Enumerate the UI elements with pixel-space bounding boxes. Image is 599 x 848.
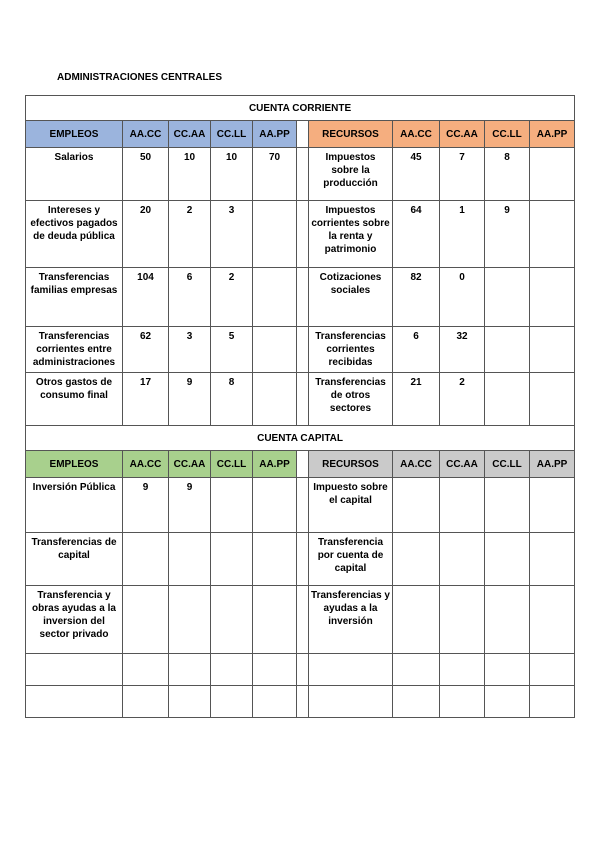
table-cell bbox=[530, 327, 575, 373]
column-gap bbox=[297, 533, 309, 586]
header-empleos: EMPLEOS bbox=[26, 121, 123, 148]
header-row-corriente bbox=[26, 121, 575, 148]
header-recursos: RECURSOS bbox=[309, 451, 393, 478]
recurso-label: Cotizaciones sociales bbox=[309, 268, 393, 327]
table-cell bbox=[253, 533, 297, 586]
column-gap bbox=[297, 654, 309, 686]
header-ccaa: CC.AA bbox=[169, 121, 211, 148]
table-cell bbox=[123, 654, 169, 686]
recurso-label bbox=[309, 654, 393, 686]
header-ccll: CC.LL bbox=[485, 121, 530, 148]
table-cell bbox=[530, 586, 575, 654]
table-cell bbox=[530, 268, 575, 327]
table-cell bbox=[530, 148, 575, 201]
header-aapp: AA.PP bbox=[253, 121, 297, 148]
table-cell bbox=[440, 686, 485, 718]
table-cell: 1 bbox=[440, 201, 485, 268]
table-cell: 45 bbox=[393, 148, 440, 201]
table-cell: 2 bbox=[169, 201, 211, 268]
recurso-label: Transferencias y ayudas a la inversión bbox=[309, 586, 393, 654]
table-cell: 10 bbox=[169, 148, 211, 201]
table-row bbox=[26, 148, 575, 201]
table-cell bbox=[253, 268, 297, 327]
column-gap bbox=[297, 373, 309, 426]
table-cell bbox=[530, 654, 575, 686]
table-cell bbox=[253, 686, 297, 718]
table-cell bbox=[485, 533, 530, 586]
empleo-label: Intereses y efectivos pagados de deuda pública bbox=[26, 201, 123, 268]
table-row bbox=[26, 654, 575, 686]
table-cell: 5 bbox=[211, 327, 253, 373]
empleo-label: Transferencias corrientes entre administraciones bbox=[26, 327, 123, 373]
table-cell bbox=[123, 533, 169, 586]
table-cell bbox=[123, 686, 169, 718]
table-cell bbox=[393, 654, 440, 686]
table-cell: 64 bbox=[393, 201, 440, 268]
table-cell: 20 bbox=[123, 201, 169, 268]
header-aapp: AA.PP bbox=[253, 451, 297, 478]
table-cell: 82 bbox=[393, 268, 440, 327]
table-cell bbox=[530, 478, 575, 533]
column-gap bbox=[297, 451, 309, 478]
empleo-label: Salarios bbox=[26, 148, 123, 201]
table-cell bbox=[393, 686, 440, 718]
table-cell: 8 bbox=[485, 148, 530, 201]
header-aacc: AA.CC bbox=[393, 121, 440, 148]
table-cell bbox=[211, 586, 253, 654]
table-cell bbox=[440, 654, 485, 686]
column-gap bbox=[297, 327, 309, 373]
table-cell: 17 bbox=[123, 373, 169, 426]
table-row bbox=[26, 686, 575, 718]
header-empleos: EMPLEOS bbox=[26, 451, 123, 478]
table-cell bbox=[485, 686, 530, 718]
column-gap bbox=[297, 121, 309, 148]
empleo-label: Transferencias familias empresas bbox=[26, 268, 123, 327]
recurso-label: Transferencias de otros sectores bbox=[309, 373, 393, 426]
table-row bbox=[26, 268, 575, 327]
table-cell: 2 bbox=[440, 373, 485, 426]
table-cell bbox=[253, 327, 297, 373]
table-cell bbox=[393, 533, 440, 586]
column-gap bbox=[297, 148, 309, 201]
table-cell bbox=[530, 373, 575, 426]
header-aacc: AA.CC bbox=[123, 451, 169, 478]
table-cell: 9 bbox=[123, 478, 169, 533]
table-cell: 9 bbox=[485, 201, 530, 268]
table-cell: 32 bbox=[440, 327, 485, 373]
header-ccaa: CC.AA bbox=[440, 121, 485, 148]
table-cell bbox=[253, 586, 297, 654]
table-cell bbox=[169, 686, 211, 718]
table-cell: 3 bbox=[169, 327, 211, 373]
header-ccaa: CC.AA bbox=[440, 451, 485, 478]
header-aapp: AA.PP bbox=[530, 121, 575, 148]
header-ccaa: CC.AA bbox=[169, 451, 211, 478]
table-cell bbox=[253, 478, 297, 533]
table-cell: 6 bbox=[393, 327, 440, 373]
table-row bbox=[26, 533, 575, 586]
recurso-label: Impuestos corrientes sobre la renta y patrimonio bbox=[309, 201, 393, 268]
table-cell bbox=[211, 686, 253, 718]
column-gap bbox=[297, 201, 309, 268]
column-gap bbox=[297, 586, 309, 654]
table-cell bbox=[530, 201, 575, 268]
recurso-label: Transferencia por cuenta de capital bbox=[309, 533, 393, 586]
table-cell bbox=[123, 586, 169, 654]
table-cell bbox=[485, 654, 530, 686]
table-cell: 104 bbox=[123, 268, 169, 327]
header-aacc: AA.CC bbox=[123, 121, 169, 148]
empleo-label: Otros gastos de consumo final bbox=[26, 373, 123, 426]
recurso-label: Impuesto sobre el capital bbox=[309, 478, 393, 533]
recurso-label bbox=[309, 686, 393, 718]
table-row bbox=[26, 478, 575, 533]
table-cell: 0 bbox=[440, 268, 485, 327]
header-aapp: AA.PP bbox=[530, 451, 575, 478]
table-cell bbox=[393, 586, 440, 654]
table-cell: 10 bbox=[211, 148, 253, 201]
table-cell bbox=[440, 533, 485, 586]
header-row-capital bbox=[26, 451, 575, 478]
accounts-table bbox=[25, 95, 575, 718]
table-row bbox=[26, 373, 575, 426]
table-row bbox=[26, 327, 575, 373]
column-gap bbox=[297, 268, 309, 327]
empleo-label: Inversión Pública bbox=[26, 478, 123, 533]
document-title: ADMINISTRACIONES CENTRALES bbox=[57, 72, 223, 83]
table-cell bbox=[253, 201, 297, 268]
header-recursos: RECURSOS bbox=[309, 121, 393, 148]
section-title-capital: CUENTA CAPITAL bbox=[26, 426, 575, 451]
table-cell bbox=[211, 478, 253, 533]
section-title-corriente: CUENTA CORRIENTE bbox=[26, 96, 575, 121]
table-row bbox=[26, 586, 575, 654]
table-cell bbox=[169, 654, 211, 686]
table-cell: 50 bbox=[123, 148, 169, 201]
recurso-label: Transferencias corrientes recibidas bbox=[309, 327, 393, 373]
header-ccll: CC.LL bbox=[485, 451, 530, 478]
table-cell: 9 bbox=[169, 478, 211, 533]
table-cell bbox=[485, 586, 530, 654]
empleo-label: Transferencia y obras ayudas a la inversion del sector privado bbox=[26, 586, 123, 654]
table-cell bbox=[169, 533, 211, 586]
table-cell: 8 bbox=[211, 373, 253, 426]
table-cell bbox=[485, 373, 530, 426]
table-cell bbox=[485, 268, 530, 327]
column-gap bbox=[297, 478, 309, 533]
header-ccll: CC.LL bbox=[211, 451, 253, 478]
table-cell bbox=[530, 533, 575, 586]
table-cell bbox=[211, 654, 253, 686]
empleo-label bbox=[26, 654, 123, 686]
empleo-label bbox=[26, 686, 123, 718]
table-cell bbox=[485, 327, 530, 373]
table-cell: 2 bbox=[211, 268, 253, 327]
table-cell bbox=[393, 478, 440, 533]
table-cell bbox=[169, 586, 211, 654]
table-row bbox=[26, 201, 575, 268]
table-cell: 70 bbox=[253, 148, 297, 201]
table-cell: 3 bbox=[211, 201, 253, 268]
table-cell bbox=[253, 373, 297, 426]
table-cell bbox=[530, 686, 575, 718]
table-cell: 7 bbox=[440, 148, 485, 201]
table-cell bbox=[211, 533, 253, 586]
table-cell bbox=[440, 586, 485, 654]
header-ccll: CC.LL bbox=[211, 121, 253, 148]
table-cell bbox=[253, 654, 297, 686]
table-cell: 21 bbox=[393, 373, 440, 426]
empleo-label: Transferencias de capital bbox=[26, 533, 123, 586]
column-gap bbox=[297, 686, 309, 718]
table-cell bbox=[440, 478, 485, 533]
table-cell: 6 bbox=[169, 268, 211, 327]
table-cell: 62 bbox=[123, 327, 169, 373]
table-cell bbox=[485, 478, 530, 533]
header-aacc: AA.CC bbox=[393, 451, 440, 478]
table-cell: 9 bbox=[169, 373, 211, 426]
recurso-label: Impuestos sobre la producción bbox=[309, 148, 393, 201]
